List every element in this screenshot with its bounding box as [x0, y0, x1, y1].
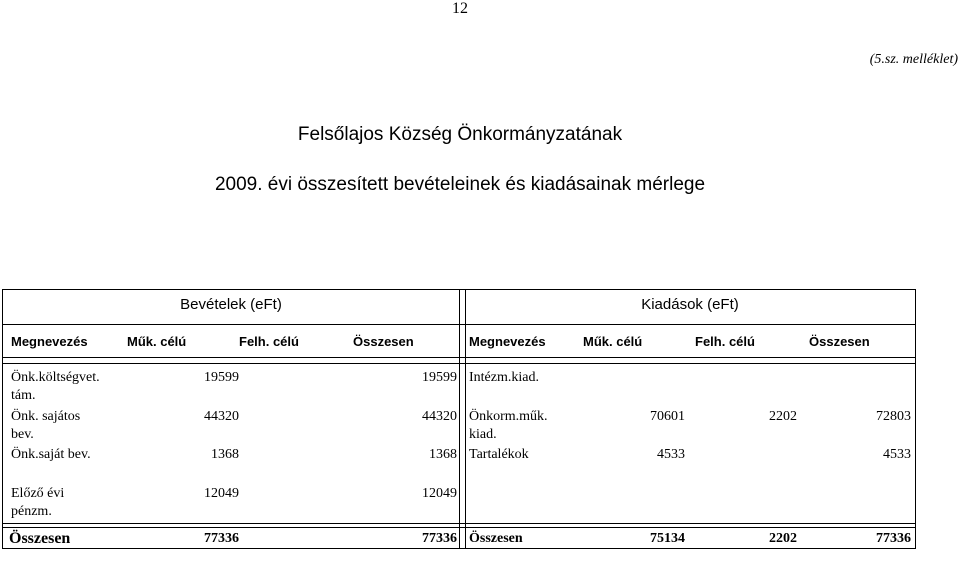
revenue-row-name-cont: bev.	[11, 427, 34, 442]
expense-row-total: 4533	[883, 447, 911, 462]
col-header-muk: Műk. célú	[127, 334, 187, 349]
table-rule	[3, 527, 915, 528]
revenue-row-muk: 44320	[204, 409, 239, 424]
document-title: Felsőlajos Község Önkormányzatának	[297, 124, 623, 145]
revenue-row-muk: 12049	[204, 486, 239, 501]
expense-row-name: Tartalékok	[469, 447, 529, 462]
col-header-total: Összesen	[353, 334, 414, 349]
revenue-row-name: Önk.saját bev.	[11, 447, 91, 462]
expense-row-felh: 2202	[769, 409, 797, 424]
revenue-row-name: Önk. sajátos	[11, 409, 81, 424]
table-rule	[3, 523, 915, 524]
col-header-felh: Felh. célú	[695, 334, 755, 349]
page-number: 12	[452, 0, 468, 17]
revenue-row-total: 44320	[422, 409, 457, 424]
table-rule	[3, 357, 915, 358]
expense-total-muk: 75134	[650, 531, 685, 546]
revenue-group-header: Bevételek (eFt)	[180, 296, 282, 313]
table-divider	[459, 290, 460, 548]
document-subtitle: 2009. évi összesített bevételeinek és kiadásainak mérlege	[214, 174, 706, 195]
table-rule	[3, 363, 915, 364]
revenue-row-total: 1368	[429, 447, 457, 462]
revenue-row-name: Előző évi	[11, 486, 65, 501]
revenue-total-sum: 77336	[422, 531, 457, 546]
col-header-felh: Felh. célú	[239, 334, 299, 349]
expense-group-header: Kiadások (eFt)	[641, 296, 739, 313]
revenue-row-name-cont: pénzm.	[11, 504, 52, 519]
revenue-row-name-cont: tám.	[11, 388, 36, 403]
expense-total-label: Összesen	[469, 531, 523, 546]
col-header-muk: Műk. célú	[583, 334, 643, 349]
expense-row-total: 72803	[876, 409, 911, 424]
expense-total-sum: 77336	[876, 531, 911, 546]
revenue-row-total: 19599	[422, 370, 457, 385]
expense-row-name: Intézm.kiad.	[469, 370, 539, 385]
revenue-total-muk: 77336	[204, 531, 239, 546]
balance-table	[2, 289, 916, 549]
expense-row-muk: 70601	[650, 409, 685, 424]
revenue-row-muk: 1368	[211, 447, 239, 462]
col-header-total: Összesen	[809, 334, 870, 349]
expense-row-muk: 4533	[657, 447, 685, 462]
revenue-row-muk: 19599	[204, 370, 239, 385]
expense-row-name-cont: kiad.	[469, 427, 497, 442]
revenue-row-total: 12049	[422, 486, 457, 501]
revenue-total-label: Összesen	[9, 530, 71, 547]
revenue-row-name: Önk.költségvet.	[11, 370, 100, 385]
table-divider	[465, 290, 466, 548]
col-header-name: Megnevezés	[11, 334, 88, 349]
table-rule	[3, 324, 915, 325]
expense-total-felh: 2202	[769, 531, 797, 546]
col-header-name: Megnevezés	[469, 334, 546, 349]
annex-note: (5.sz. melléklet)	[869, 52, 958, 67]
expense-row-name: Önkorm.műk.	[469, 409, 548, 424]
